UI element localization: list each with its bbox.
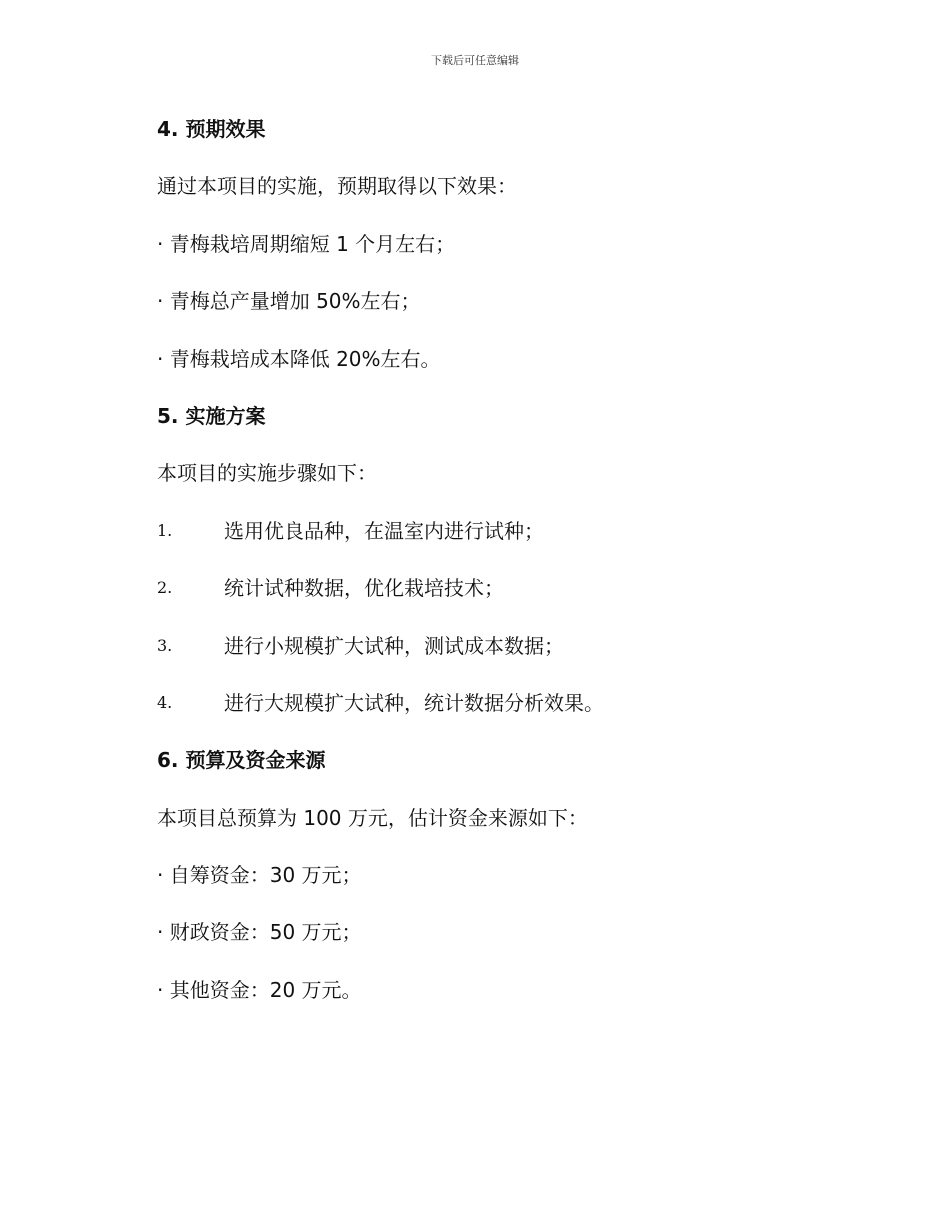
document-body — [157, 111, 857, 1029]
list-number: 3. — [157, 635, 173, 655]
list-number: 1. — [157, 520, 173, 540]
list-number: 4. — [157, 692, 173, 712]
bullet-item: · 财政资金：50 万元； — [157, 920, 362, 945]
list-item-text: 统计试种数据，优化栽培技术； — [224, 576, 504, 601]
paragraph-plan-intro: 本项目的实施步骤如下： — [157, 461, 377, 486]
bullet-item: · 自筹资金：30 万元； — [157, 863, 362, 888]
list-number: 2. — [157, 578, 173, 598]
bullet-item: · 青梅总产量增加 50%左右； — [157, 289, 421, 314]
list-item-text: 进行大规模扩大试种，统计数据分析效果。 — [224, 690, 604, 715]
section-heading-expected-effect: 4. 预期效果 — [157, 117, 266, 141]
bullet-item: · 青梅栽培成本降低 20%左右。 — [157, 346, 441, 371]
numbered-list-item — [157, 570, 857, 627]
paragraph-budget-intro: 本项目总预算为 100 万元，估计资金来源如下： — [157, 805, 588, 830]
bullet-item: · 其他资金：20 万元。 — [157, 977, 362, 1002]
numbered-list-item — [157, 628, 857, 685]
section-heading-budget: 6. 预算及资金来源 — [157, 748, 326, 773]
paragraph-effect-intro: 通过本项目的实施，预期取得以下效果： — [157, 174, 517, 199]
list-item-text: 进行小规模扩大试种，测试成本数据； — [224, 633, 564, 658]
page-header: 下载后可任意编辑 — [431, 54, 519, 67]
bullet-item: · 青梅栽培周期缩短 1 个月左右； — [157, 231, 456, 256]
section-heading-implementation-plan: 5. 实施方案 — [157, 403, 266, 428]
numbered-list-item — [157, 685, 857, 742]
list-item-text: 选用优良品种，在温室内进行试种； — [224, 518, 544, 543]
numbered-list-item — [157, 513, 857, 570]
